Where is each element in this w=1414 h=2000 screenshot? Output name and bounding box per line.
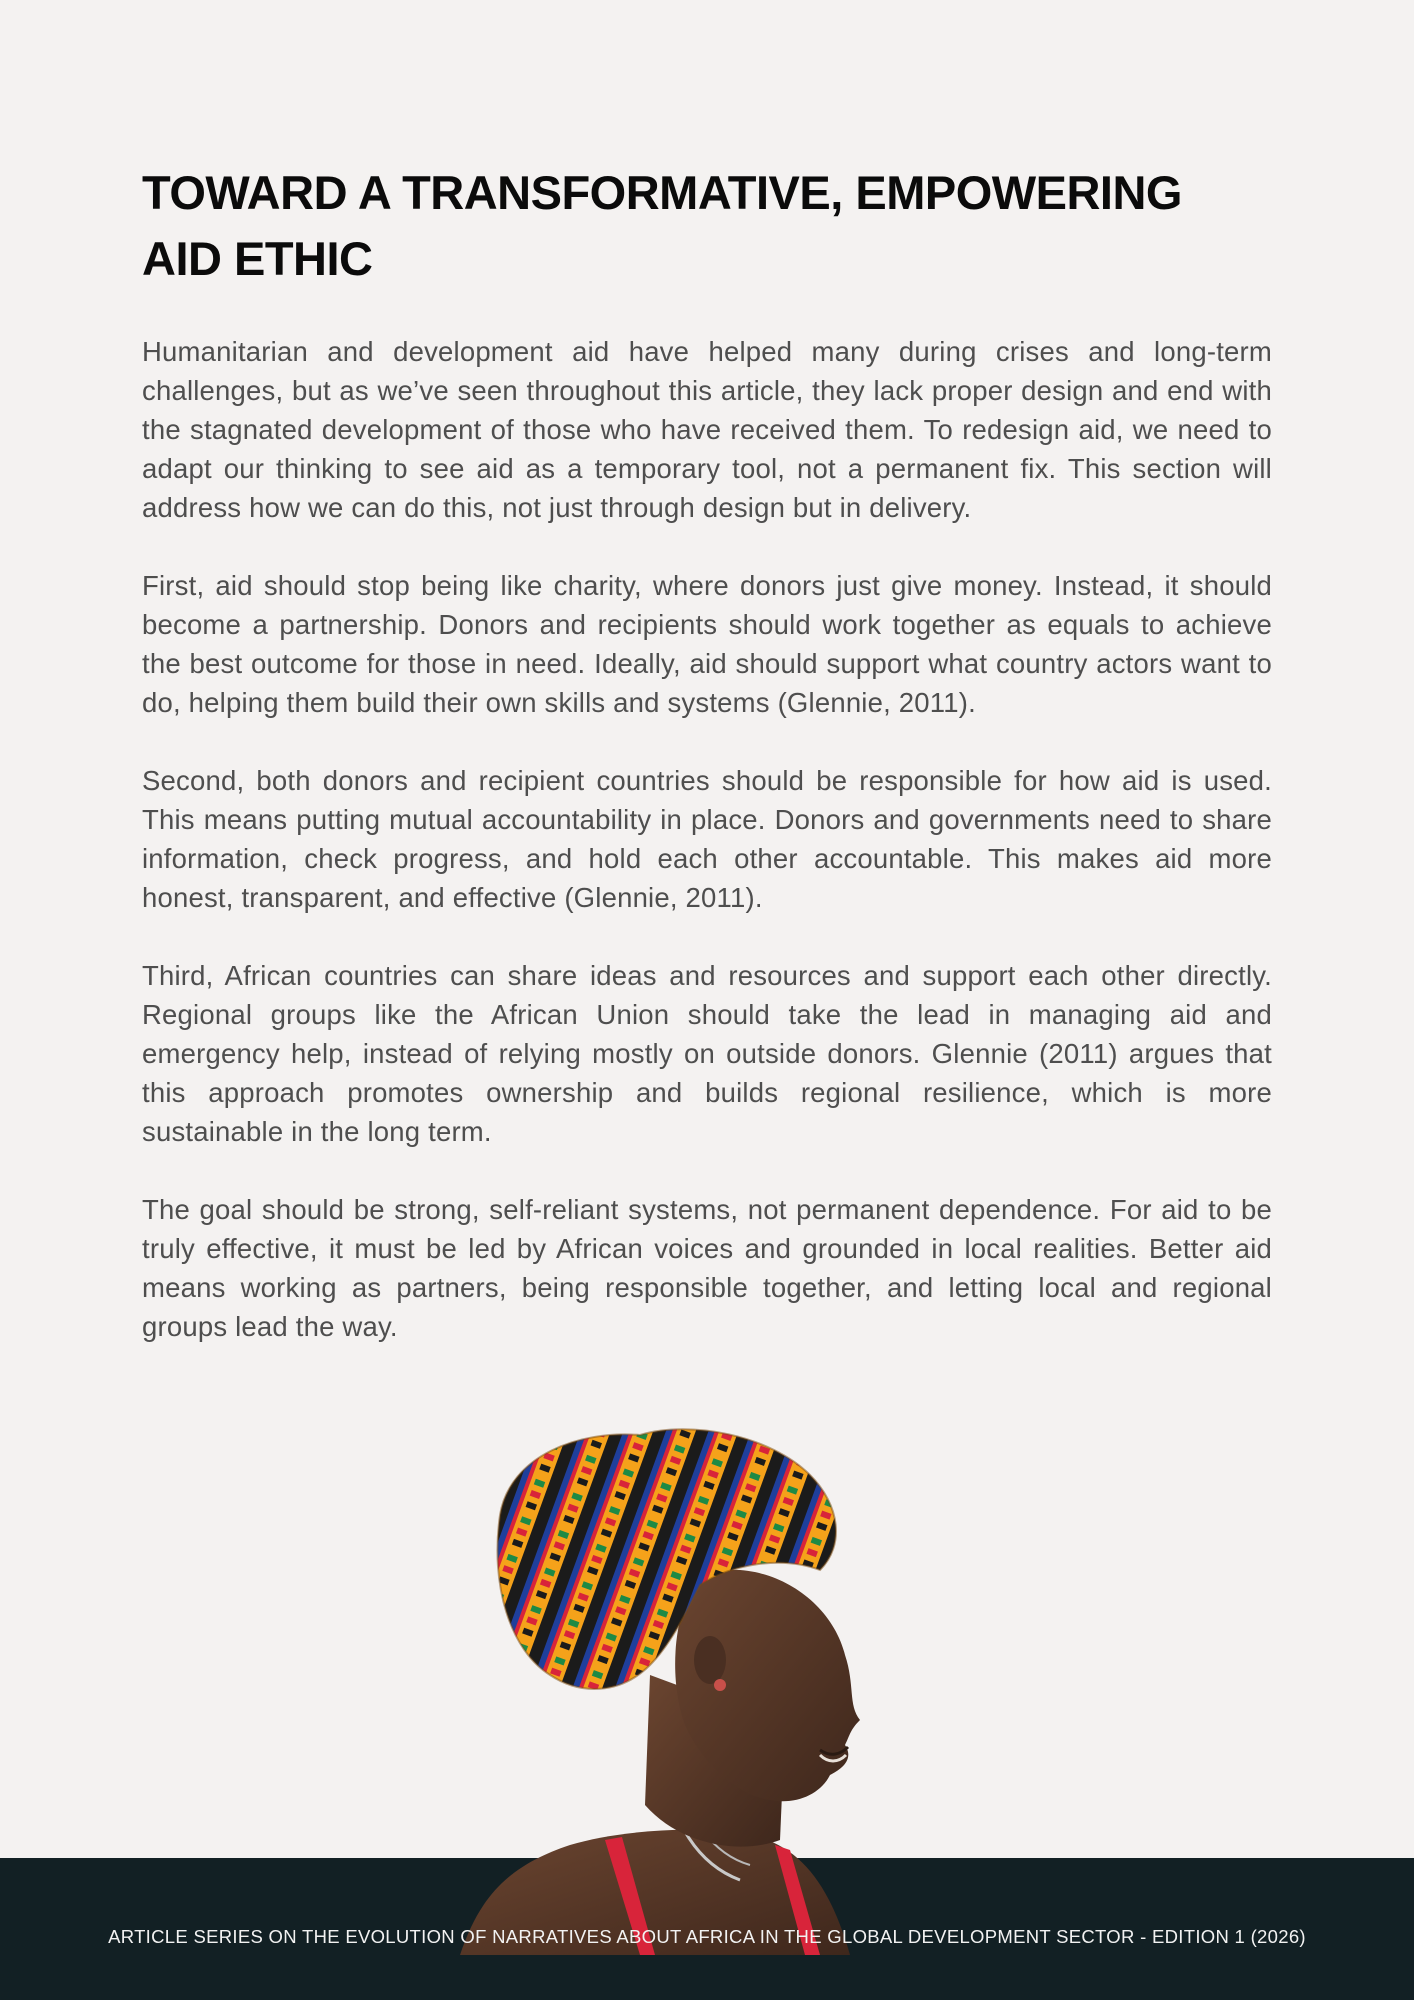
paragraph-1: Humanitarian and development aid have helped many during crises and long-term challenges, but as we’ve seen throughout this article, they lack proper design and end with the stagnated development of those who have received them. To redesign aid, we need to adapt our thinking to see aid as a temporary tool, not a permanent fix. This section will address how we can do this, not just through design but in delivery. bbox=[142, 336, 1272, 523]
article-content bbox=[142, 160, 1272, 1385]
paragraph-3: Second, both donors and recipient countries should be responsible for how aid is used. This means putting mutual accountability in place. Donors and governments need to share information, check progress, and hold each other accountable. This makes aid more honest, transparent, and effective (Glennie, 2011). bbox=[142, 765, 1272, 913]
footer-text: ARTICLE SERIES ON THE EVOLUTION OF NARRATIVES ABOUT AFRICA IN THE GLOBAL DEVELOPMENT SECTOR - EDITION 1 (2026) bbox=[108, 1926, 1306, 1947]
portrait-woman-headwrap-icon bbox=[400, 1425, 960, 1955]
paragraph-2: First, aid should stop being like charity, where donors just give money. Instead, it should become a partnership. Donors and recipients should work together as equals to achieve the best outcome for those in need. Ideally, aid should support what country actors want to do, helping them build their own skills and systems (Glennie, 2011). bbox=[142, 570, 1272, 718]
page-title: TOWARD A TRANSFORMATIVE, EMPOWERING AID ETHIC bbox=[142, 166, 1182, 285]
paragraph-4: Third, African countries can share ideas and resources and support each other directly. Regional groups like the African Union should take the lead in managing aid and emergency help, instead of relying mostly on outside donors. Glennie (2011) argues that this approach promotes ownership and builds regional resilience, which is more sustainable in the long term. bbox=[142, 960, 1272, 1147]
paragraph-5: The goal should be strong, self-reliant systems, not permanent dependence. For aid to be truly effective, it must be led by African voices and grounded in local realities. Better aid means working as partners, being responsible together, and letting local and regional groups lead the way. bbox=[142, 1194, 1272, 1342]
article-body bbox=[142, 332, 1272, 1346]
